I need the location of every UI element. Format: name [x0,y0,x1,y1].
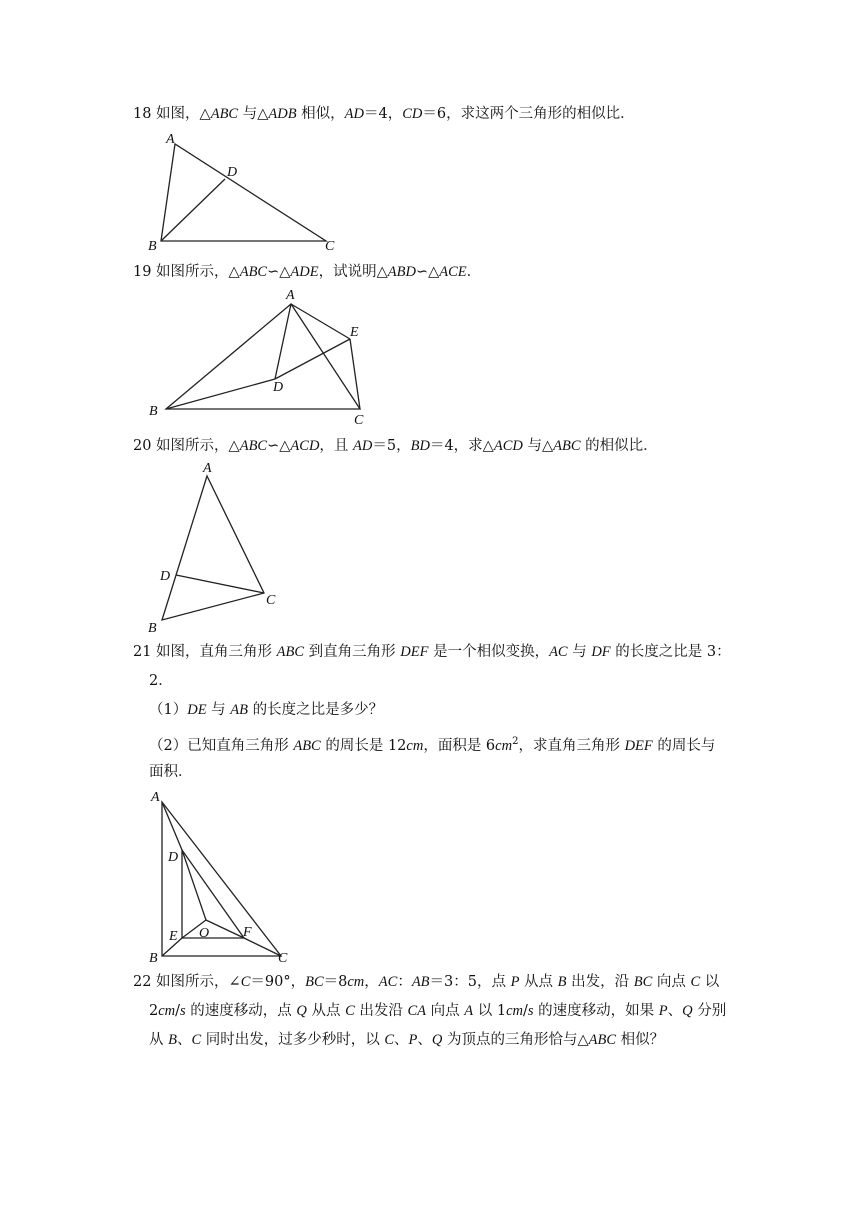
label-a: A [203,461,212,476]
question-number: 19 [133,264,152,280]
label-b: B [149,951,158,966]
label-b: B [149,404,158,419]
triangle-abc [162,802,281,956]
question-number: 22 [133,974,152,990]
label-b: B [148,239,157,254]
label-f: F [243,925,252,940]
label-o: O [199,926,210,941]
segment-do [182,850,206,920]
label-d: D [273,380,284,395]
label-a: A [286,288,295,303]
label-c: C [354,413,364,428]
label-c: C [266,593,276,608]
triangle-def [182,850,244,938]
label-d: D [168,850,179,865]
label-d: D [227,165,238,180]
question-number: 20 [133,438,152,454]
question-number: 18 [133,106,152,122]
question-19-text: 19 如图所示，△ABC∽△ADE，试说明△ABD∽△ACE． [133,264,482,280]
label-e: E [350,325,359,340]
question-number: 21 [133,644,152,660]
question-22-line3: 从 B、C 同时出发，过多少秒时，以 C、P、Q 为顶点的三角形恰与△ABC 相似？ [149,1032,665,1048]
question-21-part2: （2）已知直角三角形 ABC 的周长是 12cm，面积是 $6cm^2$，求直角三角形 DEF 的周长与 [149,736,716,754]
question-20-text: 20 如图所示，△ABC∽△ACD，且 AD＝5，BD＝4，求△ACD 与△ABC 的相似比． [133,438,658,454]
label-d: D [160,569,171,584]
label-a: A [151,790,160,805]
question-22-line2: 2cm/s 的速度移动，点 Q 从点 C 出发沿 CA 向点 A 以 1cm/s 的速度移动，如果 P、Q 分别 [149,1003,727,1019]
question-22-text: 22 如图所示，∠C＝90°，BC＝8cm，AC：AB＝3：5，点 P 从点 B 出发，沿 BC 向点 C 以 [133,974,720,990]
label-e: E [169,929,178,944]
label-b: B [148,621,157,636]
question-21-part1: （1）DE 与 AB 的长度之比是多少？ [149,702,384,718]
segment-ad [162,802,182,850]
question-21-text: 21 如图，直角三角形 ABC 到直角三角形 DEF 是一个相似变换，AC 与 DF 的长度之比是 3： [133,644,731,660]
segment-cf [244,938,281,956]
label-a: A [166,132,175,147]
label-c: C [325,239,335,254]
label-c: C [278,951,288,966]
question-18-text: 18 如图，△ABC 与△ADB 相似，AD＝4，CD＝6，求这两个三角形的相似比． [133,106,635,122]
question-21-line2: 2． [149,673,173,689]
question-21-line4: 面积． [149,764,193,780]
